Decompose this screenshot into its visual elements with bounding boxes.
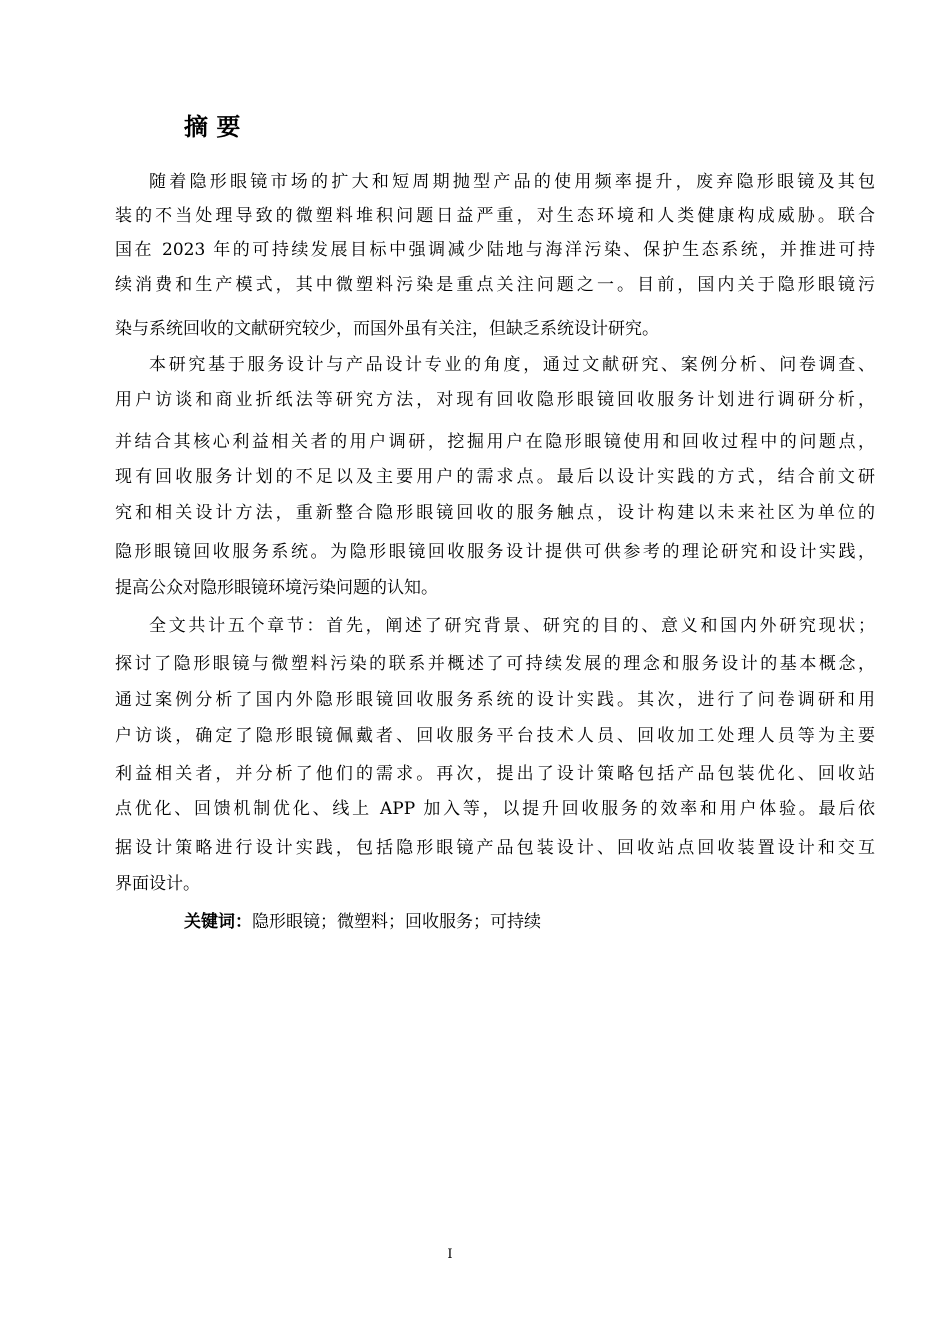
paragraph-3-line-3: 通过案例分析了国内外隐形眼镜回收服务系统的设计实践。其次，进行了问卷调研和用 [115,690,875,710]
paragraph-2-line-2: 用户访谈和商业折纸法等研究方法，对现有回收隐形眼镜回收服务计划进行调研分析， [115,390,875,410]
paragraph-1-line-2: 装的不当处理导致的微塑料堆积问题日益严重，对生态环境和人类健康构成威胁。联合 [115,206,875,226]
paragraph-2-line-5: 究和相关设计方法，重新整合隐形眼镜回收的服务触点，设计构建以未来社区为单位的 [115,503,875,523]
paragraph-3-line-6: 点优化、回馈机制优化、线上 APP 加入等，以提升回收服务的效率和用户体验。最后依 [115,799,875,819]
paragraph-1-line-1: 随着隐形眼镜市场的扩大和短周期抛型产品的使用频率提升，废弃隐形眼镜及其包 [149,172,875,192]
paragraph-3-line-1: 全文共计五个章节：首先，阐述了研究背景、研究的目的、意义和国内外研究现状； [149,616,875,636]
paragraph-3-line-8: 界面设计。 [115,874,200,894]
paragraph-3-line-2: 探讨了隐形眼镜与微塑料污染的联系并概述了可持续发展的理念和服务设计的基本概念， [115,654,875,674]
paragraph-1-line-5: 染与系统回收的文献研究较少，而国外虽有关注，但缺乏系统设计研究。 [115,319,659,339]
paragraph-2-line-6: 隐形眼镜回收服务系统。为隐形眼镜回收服务设计提供可供参考的理论研究和设计实践， [115,542,875,562]
paragraph-1-line-3: 国在 2023 年的可持续发展目标中强调减少陆地与海洋污染、保护生态系统，并推进可持 [115,240,875,260]
keywords-text: 隐形眼镜；微塑料；回收服务；可持续 [252,912,541,932]
paragraph-2-line-7: 提高公众对隐形眼镜环境污染问题的认知。 [115,578,438,598]
keywords-label: 关键词： [184,912,252,932]
paragraph-3-line-4: 户访谈，确定了隐形眼镜佩戴者、回收服务平台技术人员、回收加工处理人员等为主要 [115,726,875,746]
paragraph-1-line-4: 续消费和生产模式，其中微塑料污染是重点关注问题之一。目前，国内关于隐形眼镜污 [115,275,875,295]
paragraph-2-line-1: 本研究基于服务设计与产品设计专业的角度，通过文献研究、案例分析、问卷调查、 [149,355,875,375]
page-title: 摘 要 [184,112,241,141]
paragraph-2-line-4: 现有回收服务计划的不足以及主要用户的需求点。最后以设计实践的方式，结合前文研 [115,467,875,487]
paragraph-3-line-7: 据设计策略进行设计实践，包括隐形眼镜产品包装设计、回收站点回收装置设计和交互 [115,838,875,858]
paragraph-3-line-5: 利益相关者，并分析了他们的需求。再次，提出了设计策略包括产品包装优化、回收站 [115,764,875,784]
page-number: I [447,1247,453,1262]
paragraph-2-line-3: 并结合其核心利益相关者的用户调研，挖掘用户在隐形眼镜使用和回收过程中的问题点， [115,432,875,452]
keywords [184,905,541,939]
